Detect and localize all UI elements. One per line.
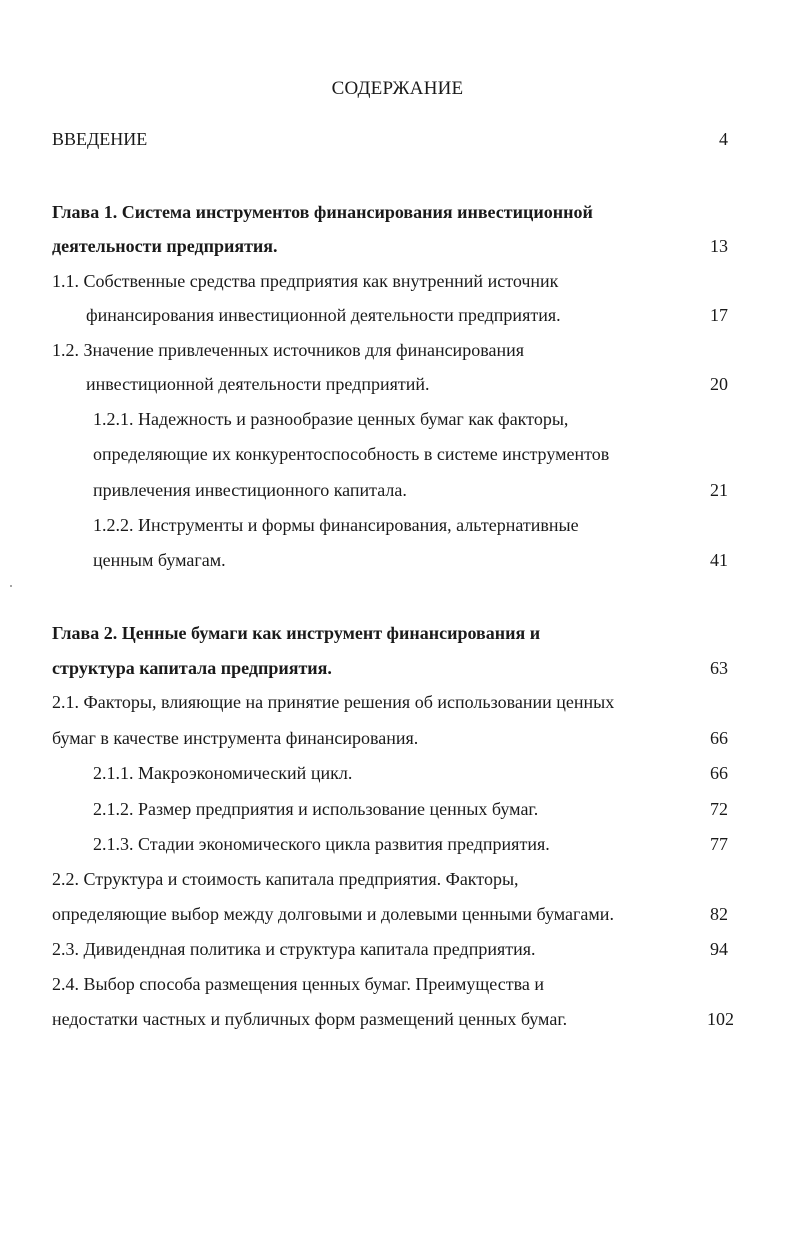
section-2-2-line-1: 2.2. Структура и стоимость капитала предприятия. Факторы,	[52, 869, 519, 889]
section-1-2-1-page: 21	[710, 480, 728, 500]
section-2-2-page: 82	[710, 904, 728, 924]
section-2-1-1-line-1: 2.1.1. Макроэкономический цикл.	[93, 763, 353, 783]
section-1-2-1-line-2: определяющие их конкурентоспособность в системе инструментов	[93, 444, 610, 464]
section-1-2-2-line-1: 1.2.2. Инструменты и формы финансирования, альтернативные	[93, 515, 579, 535]
section-1-2-1-line-3: привлечения инвестиционного капитала.	[93, 480, 407, 500]
section-1-2-line-2: инвестиционной деятельности предприятий.	[86, 374, 430, 394]
scan-speck	[10, 585, 12, 587]
page-title: СОДЕРЖАНИЕ	[331, 78, 464, 99]
section-2-3-page: 94	[710, 939, 728, 959]
section-2-1-3-page: 77	[710, 834, 728, 854]
section-2-1-line-2: бумаг в качестве инструмента финансирования.	[52, 728, 419, 748]
section-1-2-2-line-2: ценным бумагам.	[93, 550, 226, 570]
chapter-1-page: 13	[710, 236, 728, 256]
section-1-1-page: 17	[710, 305, 728, 325]
section-2-4-line-2: недостатки частных и публичных форм размещений ценных бумаг.	[52, 1009, 568, 1029]
chapter-1-title-line-2: деятельности предприятия.	[52, 236, 278, 256]
section-1-2-2-page: 41	[710, 550, 728, 570]
chapter-2-title-line-2: структура капитала предприятия.	[52, 658, 332, 678]
section-2-4-page: 102	[707, 1009, 734, 1029]
section-1-2-line-1: 1.2. Значение привлеченных источников для финансирования	[52, 340, 524, 360]
section-1-2-page: 20	[710, 374, 728, 394]
section-2-3-line-1: 2.3. Дивидендная политика и структура капитала предприятия.	[52, 939, 536, 959]
section-1-1-line-2: финансирования инвестиционной деятельности предприятия.	[86, 305, 561, 325]
toc-intro-page: 4	[719, 129, 728, 149]
section-2-1-3-line-1: 2.1.3. Стадии экономического цикла развития предприятия.	[93, 834, 550, 854]
section-2-1-2-page: 72	[710, 799, 728, 819]
chapter-2-page: 63	[710, 658, 728, 678]
chapter-1-title-line-1: Глава 1. Система инструментов финансирования инвестиционной	[52, 202, 593, 222]
section-2-1-line-1: 2.1. Факторы, влияющие на принятие решения об использовании ценных	[52, 692, 615, 712]
section-1-2-1-line-1: 1.2.1. Надежность и разнообразие ценных бумаг как факторы,	[93, 409, 569, 429]
section-2-1-1-page: 66	[710, 763, 728, 783]
section-1-1-line-1: 1.1. Собственные средства предприятия как внутренний источник	[52, 271, 559, 291]
toc-intro-label: ВВЕДЕНИЕ	[52, 129, 148, 149]
section-2-2-line-2: определяющие выбор между долговыми и долевыми ценными бумагами.	[52, 904, 614, 924]
section-2-1-2-line-1: 2.1.2. Размер предприятия и использование ценных бумаг.	[93, 799, 539, 819]
section-2-1-page: 66	[710, 728, 728, 748]
section-2-4-line-1: 2.4. Выбор способа размещения ценных бумаг. Преимущества и	[52, 974, 544, 994]
chapter-2-title-line-1: Глава 2. Ценные бумаги как инструмент финансирования и	[52, 623, 541, 643]
